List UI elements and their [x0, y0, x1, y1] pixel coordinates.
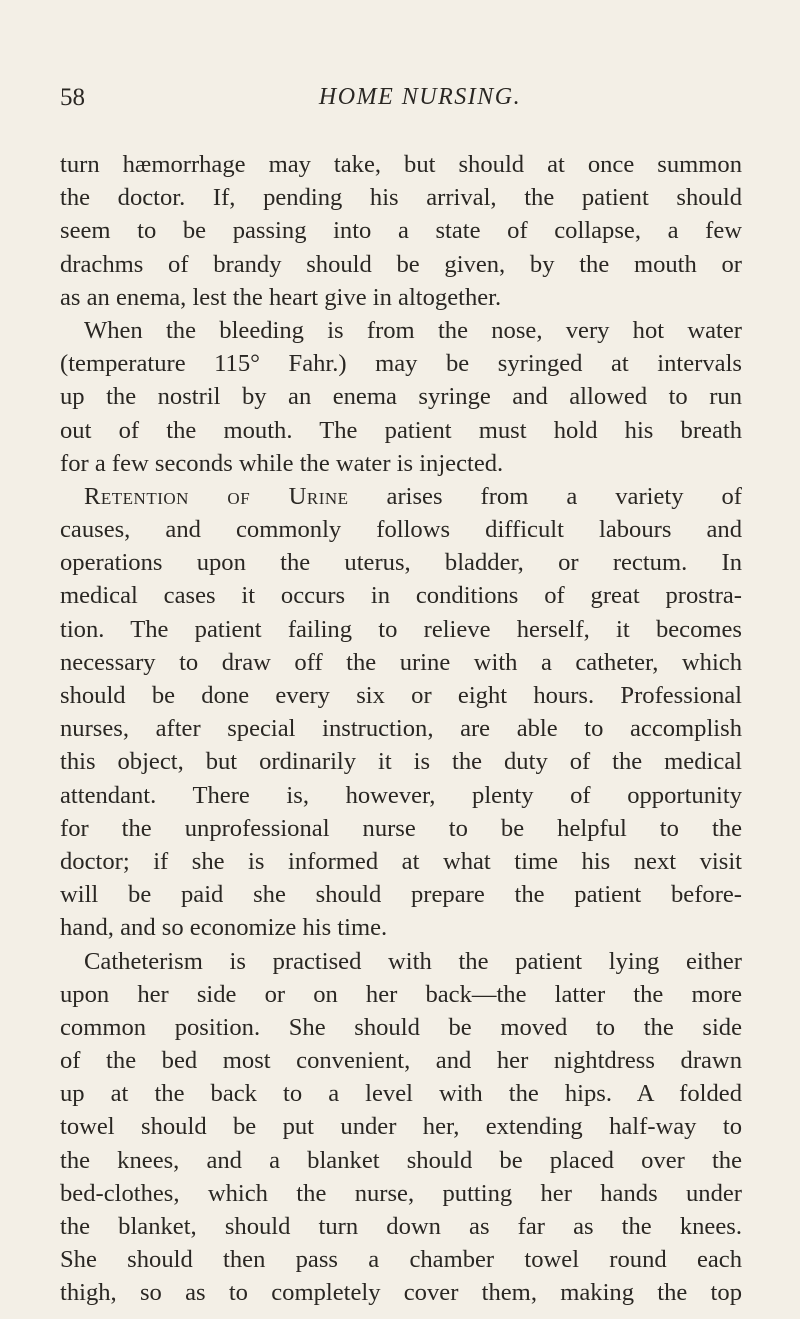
text-line: common position. She should be moved to the side	[60, 1013, 742, 1041]
text-line: the knees, and a blanket should be placed over the	[60, 1146, 742, 1174]
text-line: medical cases it occurs in conditions of great prostra-	[60, 582, 742, 610]
text-line: of the bed most convenient, and her nightdress drawn	[60, 1047, 742, 1075]
text-line: drachms of brandy should be given, by the mouth or	[60, 250, 742, 278]
body-text	[60, 148, 742, 1310]
running-title: HOME NURSING.	[318, 84, 522, 110]
text-line: She should then pass a chamber towel round each	[60, 1246, 742, 1274]
text-line-rest: arises from a variety of	[348, 482, 742, 510]
section-heading: Retention of Urine	[84, 482, 349, 510]
text-line: the doctor. If, pending his arrival, the patient should	[60, 184, 742, 212]
text-line: doctor; if she is informed at what time his next visit	[60, 847, 742, 875]
text-line: up the nostril by an enema syringe and allowed to run	[60, 383, 742, 411]
text-line: for a few seconds while the water is injected.	[60, 449, 504, 477]
text-line: this object, but ordinarily it is the duty of the medical	[60, 748, 742, 776]
text-line: seem to be passing into a state of collapse, a few	[60, 217, 742, 245]
text-line: hand, and so economize his time.	[60, 914, 388, 942]
text-line: towel should be put under her, extending half-way to	[60, 1113, 742, 1141]
running-head	[60, 84, 740, 114]
text-line: thigh, so as to completely cover them, making the top	[60, 1279, 742, 1307]
text-line: for the unprofessional nurse to be helpful to the	[60, 814, 742, 842]
text-line: Catheterism is practised with the patient lying either	[84, 947, 742, 975]
text-line: (temperature 115° Fahr.) may be syringed at intervals	[60, 350, 742, 378]
text-line: causes, and commonly follows difficult labours and	[60, 516, 742, 544]
text-line: will be paid she should prepare the patient before-	[60, 881, 742, 909]
text-line: attendant. There is, however, plenty of opportunity	[60, 781, 742, 809]
text-line: as an enema, lest the heart give in altogether.	[60, 283, 502, 311]
text-line: tion. The patient failing to relieve herself, it becomes	[60, 615, 742, 643]
text-line: necessary to draw off the urine with a catheter, which	[60, 648, 742, 676]
text-line: When the bleeding is from the nose, very hot water	[84, 316, 742, 344]
text-line-with-heading	[60, 480, 742, 513]
text-line: up at the back to a level with the hips. A folded	[60, 1080, 742, 1108]
page-number: 58	[60, 84, 85, 111]
text-line: operations upon the uterus, bladder, or rectum. In	[60, 549, 742, 577]
text-line: the blanket, should turn down as far as the knees.	[60, 1213, 742, 1240]
text-line: nurses, after special instruction, are able to accomplish	[60, 715, 742, 743]
text-line: bed-clothes, which the nurse, putting her hands under	[60, 1179, 742, 1207]
text-line: should be done every six or eight hours. Professional	[60, 682, 742, 709]
text-line: turn hæmorrhage may take, but should at once summon	[60, 151, 742, 178]
text-line: out of the mouth. The patient must hold his breath	[60, 416, 742, 444]
text-line: upon her side or on her back—the latter the more	[60, 980, 742, 1008]
